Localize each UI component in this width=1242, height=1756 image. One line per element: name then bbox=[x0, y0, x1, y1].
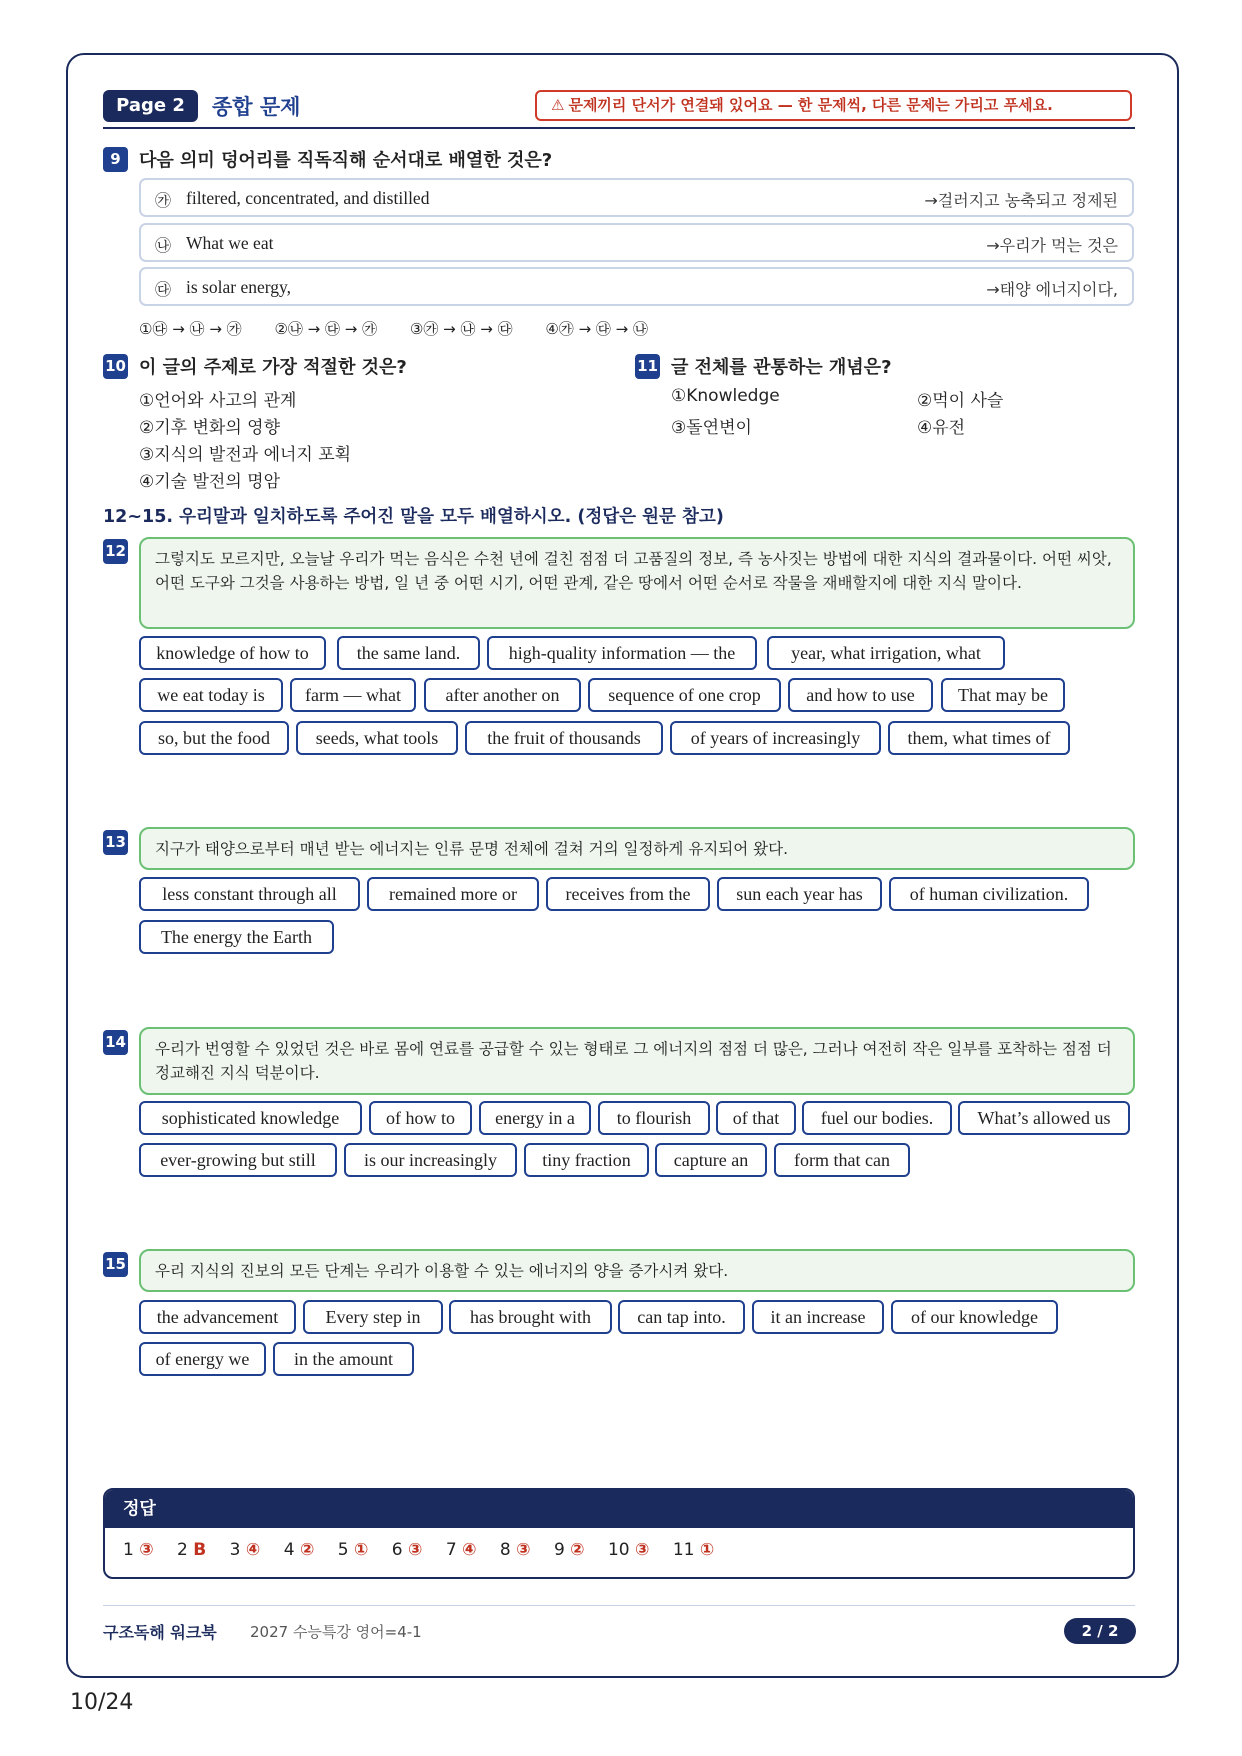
document-page-counter: 10/24 bbox=[70, 1690, 134, 1715]
option-2[interactable]: ②㉯ → ㉰ → ㉮ bbox=[274, 320, 378, 338]
word-tile[interactable]: knowledge of how to bbox=[139, 636, 326, 670]
chunk-english: filtered, concentrated, and distilled bbox=[186, 188, 430, 208]
chunk-english: is solar energy, bbox=[186, 277, 291, 297]
answer-number: 3 bbox=[229, 1540, 241, 1560]
answer-number: 1 bbox=[123, 1540, 134, 1560]
answer-value: ① bbox=[353, 1540, 369, 1560]
answer-value: ④ bbox=[462, 1540, 477, 1560]
answer-value: B bbox=[193, 1540, 207, 1560]
word-tile[interactable]: the advancement bbox=[139, 1300, 296, 1334]
word-tile[interactable]: so, but the food bbox=[139, 721, 289, 755]
answer-item bbox=[673, 1540, 714, 1560]
option-2[interactable]: ②기후 변화의 영향 bbox=[139, 418, 281, 438]
question-number-10: 10 bbox=[103, 354, 128, 379]
word-tile[interactable]: in the amount bbox=[273, 1342, 414, 1376]
section-title: 종합 문제 bbox=[212, 95, 301, 119]
option-1[interactable]: ①언어와 사고의 관계 bbox=[139, 391, 297, 411]
word-tile[interactable]: remained more or bbox=[367, 877, 539, 911]
answer-value: ③ bbox=[139, 1540, 154, 1560]
answer-number: 6 bbox=[391, 1540, 403, 1560]
answer-item bbox=[338, 1540, 369, 1560]
answer-value: ② bbox=[299, 1540, 315, 1560]
warning-text: 문제끼리 단서가 연결돼 있어요 — 한 문제씩, 다른 문제는 가리고 푸세요. bbox=[568, 96, 1053, 114]
answer-value: ② bbox=[570, 1540, 585, 1560]
question-number-9: 9 bbox=[103, 147, 128, 172]
word-tile[interactable]: fuel our bodies. bbox=[802, 1101, 952, 1135]
answer-item bbox=[608, 1540, 649, 1560]
word-tile[interactable]: capture an bbox=[655, 1143, 767, 1177]
question-9-options bbox=[139, 318, 676, 339]
chunk-box bbox=[139, 267, 1134, 306]
answer-panel bbox=[103, 1488, 1135, 1579]
word-tile[interactable]: seeds, what tools bbox=[296, 721, 458, 755]
answer-number: 7 bbox=[445, 1540, 457, 1560]
chunk-korean: →우리가 먹는 것은 bbox=[986, 236, 1118, 255]
answer-item bbox=[284, 1540, 315, 1560]
chunk-box bbox=[139, 223, 1134, 262]
header-rule bbox=[103, 127, 1135, 129]
answer-value: ④ bbox=[245, 1540, 261, 1560]
chunk-label: ㉮ bbox=[155, 191, 172, 210]
word-tile[interactable]: ever-growing but still bbox=[139, 1143, 337, 1177]
answer-value: ① bbox=[699, 1540, 715, 1560]
chunk-english: What we eat bbox=[186, 233, 274, 253]
word-tile[interactable]: has brought with bbox=[449, 1300, 612, 1334]
option-1[interactable]: ①㉰ → ㉯ → ㉮ bbox=[139, 320, 242, 338]
word-tile[interactable]: sophisticated knowledge bbox=[139, 1101, 362, 1135]
word-tile[interactable]: after another on bbox=[424, 678, 581, 712]
answer-value: ③ bbox=[408, 1540, 423, 1560]
chunk-label: ㉰ bbox=[155, 280, 172, 299]
word-tile[interactable]: Every step in bbox=[303, 1300, 443, 1334]
answer-number: 11 bbox=[672, 1540, 695, 1560]
korean-sentence-box: 지구가 태양으로부터 매년 받는 에너지는 인류 문명 전체에 걸쳐 거의 일정하게 유지되어 왔다. bbox=[139, 827, 1135, 870]
word-tile[interactable]: the fruit of thousands bbox=[465, 721, 663, 755]
word-tile[interactable]: of how to bbox=[369, 1101, 472, 1135]
question-number-15: 15 bbox=[103, 1252, 128, 1277]
word-tile[interactable]: of our knowledge bbox=[891, 1300, 1058, 1334]
option-3[interactable]: ③돌연변이 bbox=[671, 418, 752, 438]
word-tile[interactable]: high-quality information — the bbox=[487, 636, 757, 670]
word-tile[interactable]: tiny fraction bbox=[524, 1143, 649, 1177]
answer-number: 10 bbox=[607, 1540, 630, 1560]
answer-value: ③ bbox=[516, 1540, 531, 1560]
word-tile[interactable]: and how to use bbox=[788, 678, 933, 712]
answer-title: 정답 bbox=[105, 1490, 1133, 1528]
question-text-9: 다음 의미 덩어리를 직독직해 순서대로 배열한 것은? bbox=[139, 150, 553, 171]
warning-banner bbox=[535, 90, 1132, 121]
question-number-13: 13 bbox=[103, 830, 128, 855]
word-tile[interactable]: receives from the bbox=[546, 877, 710, 911]
question-number-11: 11 bbox=[635, 354, 660, 379]
question-text-11: 글 전체를 관통하는 개념은? bbox=[671, 357, 892, 378]
answer-number: 4 bbox=[283, 1540, 295, 1560]
option-2[interactable]: ②먹이 사슬 bbox=[917, 391, 1004, 411]
word-tile[interactable]: sequence of one crop bbox=[588, 678, 781, 712]
word-tile[interactable]: farm — what bbox=[290, 678, 416, 712]
word-tile[interactable]: of human civilization. bbox=[889, 877, 1089, 911]
option-4[interactable]: ④㉮ → ㉰ → ㉯ bbox=[545, 320, 649, 338]
option-4[interactable]: ④기술 발전의 명암 bbox=[139, 472, 281, 492]
word-tile[interactable]: year, what irrigation, what bbox=[767, 636, 1005, 670]
chunk-box bbox=[139, 178, 1134, 217]
word-tile[interactable]: That may be bbox=[941, 678, 1065, 712]
chunk-label: ㉯ bbox=[155, 236, 172, 255]
word-tile[interactable]: we eat today is bbox=[139, 678, 283, 712]
korean-sentence-box: 우리 지식의 진보의 모든 단계는 우리가 이용할 수 있는 에너지의 양을 증가시켜 왔다. bbox=[139, 1249, 1135, 1292]
page-label: Page 2 bbox=[103, 90, 198, 122]
question-text-10: 이 글의 주제로 가장 적절한 것은? bbox=[139, 357, 407, 378]
answer-number: 9 bbox=[553, 1540, 565, 1560]
answer-number: 8 bbox=[499, 1540, 511, 1560]
word-tile[interactable]: to flourish bbox=[598, 1101, 710, 1135]
answer-item bbox=[392, 1540, 423, 1560]
section-heading-12-15: 12~15. 우리말과 일치하도록 주어진 말을 모두 배열하시오. (정답은 원문 참고) bbox=[103, 507, 724, 527]
answer-item bbox=[177, 1540, 206, 1560]
answer-item bbox=[500, 1540, 531, 1560]
footer-subtitle: 2027 수능특강 영어=4-1 bbox=[250, 1623, 422, 1641]
word-tile[interactable]: is our increasingly bbox=[344, 1143, 517, 1177]
word-tile[interactable]: energy in a bbox=[479, 1101, 591, 1135]
question-number-14: 14 bbox=[103, 1030, 128, 1055]
korean-sentence-box: 그렇지도 모르지만, 오늘날 우리가 먹는 음식은 수천 년에 걸친 점점 더 고품질의 정보, 즉 농사짓는 방법에 대한 지식의 결과물이다. 어떤 씨앗, 어떤 도구와 그것을 사용하는 방법, 일 년 중 어떤 시기, 어떤 관계, 같은 땅에서 어떤 순서로 작물을 재배할지에 대한 지식 말이다. bbox=[139, 537, 1135, 629]
answer-item bbox=[123, 1540, 154, 1560]
chunk-korean: →걸러지고 농축되고 정제된 bbox=[924, 191, 1118, 210]
question-number-12: 12 bbox=[103, 539, 128, 564]
word-tile[interactable]: it an increase bbox=[752, 1300, 884, 1334]
answer-item bbox=[230, 1540, 261, 1560]
option-4[interactable]: ④유전 bbox=[917, 418, 966, 438]
word-tile[interactable]: What’s allowed us bbox=[958, 1101, 1130, 1135]
option-3[interactable]: ③지식의 발전과 에너지 포획 bbox=[139, 445, 352, 465]
word-tile[interactable]: of that bbox=[716, 1101, 796, 1135]
answer-item bbox=[446, 1540, 477, 1560]
answer-number: 5 bbox=[337, 1540, 349, 1560]
answer-value: ③ bbox=[635, 1540, 650, 1560]
word-tile[interactable]: of energy we bbox=[139, 1342, 266, 1376]
word-tile[interactable]: sun each year has bbox=[717, 877, 882, 911]
answer-item bbox=[554, 1540, 585, 1560]
korean-sentence-box: 우리가 번영할 수 있었던 것은 바로 몸에 연료를 공급할 수 있는 형태로 그 에너지의 점점 더 많은, 그러나 여전히 작은 일부를 포착하는 점점 더 정교해진 지식 덕분이다. bbox=[139, 1027, 1135, 1095]
word-tile[interactable]: The energy the Earth bbox=[139, 920, 334, 954]
warning-icon: ⚠ bbox=[551, 96, 565, 114]
chunk-korean: →태양 에너지이다, bbox=[986, 280, 1118, 299]
option-3[interactable]: ③㉮ → ㉯ → ㉰ bbox=[409, 320, 513, 338]
page-indicator: 2 / 2 bbox=[1064, 1618, 1136, 1644]
option-1[interactable]: ①Knowledge bbox=[671, 386, 780, 406]
word-tile[interactable]: of years of increasingly bbox=[670, 721, 881, 755]
word-tile[interactable]: less constant through all bbox=[139, 877, 360, 911]
word-tile[interactable]: the same land. bbox=[337, 636, 480, 670]
footer-brand: 구조독해 워크북 bbox=[103, 1623, 217, 1642]
word-tile[interactable]: them, what times of bbox=[888, 721, 1070, 755]
word-tile[interactable]: can tap into. bbox=[618, 1300, 745, 1334]
word-tile[interactable]: form that can bbox=[774, 1143, 910, 1177]
answer-list bbox=[123, 1540, 732, 1560]
answer-number: 2 bbox=[177, 1540, 188, 1560]
footer-rule bbox=[103, 1605, 1135, 1606]
